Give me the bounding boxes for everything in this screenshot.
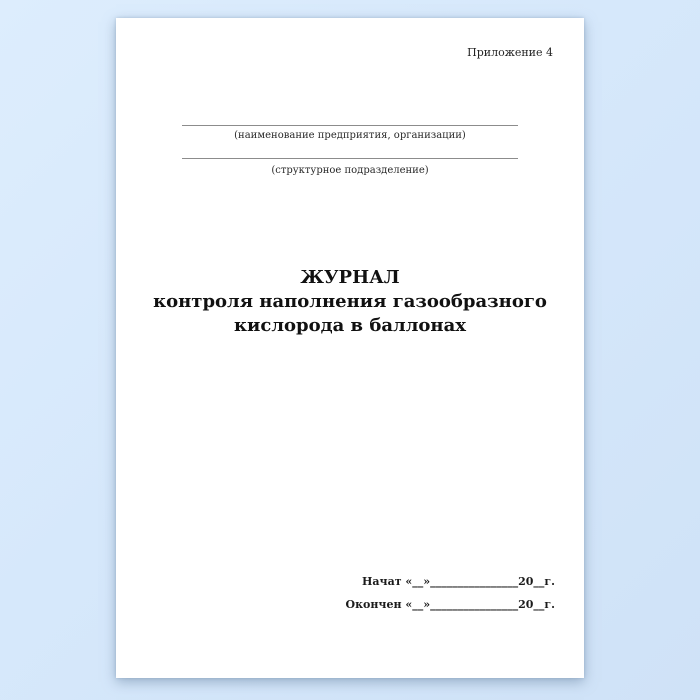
document-title-line3: кислорода в баллонах [234,315,466,336]
document-title-line1: ЖУРНАЛ [300,267,400,288]
organization-name-blank-line [182,125,518,126]
journal-finished-date-line: Окончен «__»________________20__г. [345,598,555,611]
structural-unit-caption: (структурное подразделение) [271,165,429,176]
organization-name-caption: (наименование предприятия, организации) [234,130,466,141]
journal-started-date-line: Начат «__»________________20__г. [362,575,555,588]
document-title [116,266,584,338]
document-page [116,18,584,678]
structural-unit-blank-line [182,158,518,159]
appendix-label: Приложение 4 [467,46,553,59]
document-title-line2: контроля наполнения газообразного [153,291,547,312]
